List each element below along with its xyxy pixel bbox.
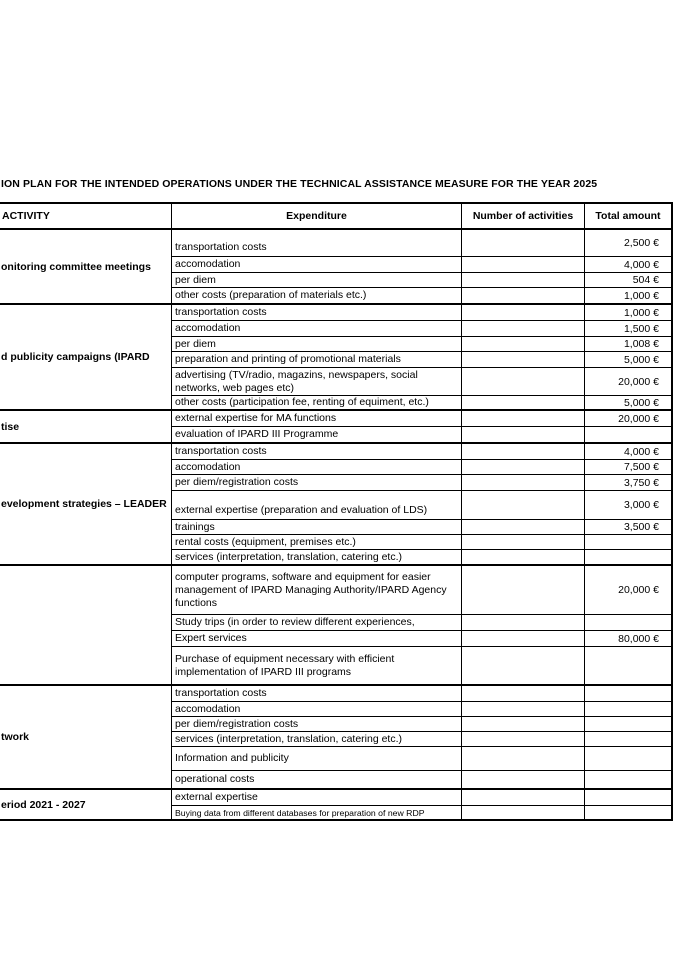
expenditure-cell: [172, 631, 462, 646]
total-amount-cell: [585, 288, 671, 303]
total-amount-cell-text: 504 €: [632, 274, 659, 286]
activity-group: [0, 442, 671, 564]
expenditure-cell: [172, 352, 462, 367]
expenditure-cell-text: transportation costs: [175, 241, 267, 253]
number-cell: [462, 771, 585, 788]
total-amount-cell: [585, 520, 671, 534]
total-amount-cell: [585, 460, 671, 474]
number-cell: [462, 615, 585, 630]
expenditure-cell-text: services (interpretation, translation, catering etc.): [175, 550, 403, 563]
activity-label: d publicity campaigns (IPARD: [0, 305, 172, 409]
expenditure-cell-text: transportation costs: [175, 445, 267, 457]
table-row: [172, 272, 671, 287]
total-amount-cell: [585, 747, 671, 770]
expenditure-cell: [172, 747, 462, 770]
total-amount-cell-text: 4,000 €: [623, 445, 659, 458]
expenditure-cell: [172, 771, 462, 788]
table-row: [172, 395, 671, 409]
expenditure-cell: [172, 427, 462, 442]
activity-label: eriod 2021 - 2027: [0, 790, 172, 819]
number-cell: [462, 444, 585, 459]
number-cell: [462, 396, 585, 409]
expenditure-cell: [172, 550, 462, 564]
total-amount-cell: [585, 647, 671, 684]
number-cell: [462, 732, 585, 746]
expenditure-cell-text: Expert services: [175, 632, 247, 644]
expenditure-cell-text: external expertise: [175, 791, 258, 803]
expenditure-cell: [172, 702, 462, 716]
expenditure-cell-text: Buying data from different databases for preparation of new RDP: [175, 807, 425, 818]
table-row: [172, 614, 671, 630]
expenditure-cell: [172, 460, 462, 474]
activity-group: [0, 303, 671, 409]
number-cell: [462, 352, 585, 367]
expenditure-cell-text: Study trips (in order to review different experiences,: [175, 616, 415, 628]
number-cell: [462, 321, 585, 336]
activity-label: evelopment strategies – LEADER: [0, 444, 172, 564]
table-row: [172, 790, 671, 805]
expenditure-table: [0, 202, 673, 821]
expenditure-cell-text: accomodation: [175, 258, 241, 270]
number-cell: [462, 535, 585, 549]
table-row: [172, 256, 671, 272]
number-cell: [462, 305, 585, 320]
total-amount-cell: [585, 566, 671, 614]
expenditure-cell: [172, 257, 462, 272]
total-amount-cell: [585, 305, 671, 320]
total-amount-cell-text: 3,500 €: [623, 521, 659, 533]
expenditure-cell-text: transportation costs: [175, 687, 267, 699]
number-cell: [462, 475, 585, 490]
expenditure-cell-text: advertising (TV/radio, magazins, newspapers, social networks, web pages etc): [175, 368, 418, 394]
total-amount-cell: [585, 444, 671, 459]
expenditure-cell: [172, 615, 462, 630]
number-cell: [462, 230, 585, 256]
table-row: [172, 549, 671, 564]
table-row: [172, 459, 671, 474]
total-amount-cell: [585, 230, 671, 256]
number-cell: [462, 411, 585, 426]
number-cell: [462, 790, 585, 805]
total-amount-cell: [585, 535, 671, 549]
total-amount-cell: [585, 491, 671, 519]
expenditure-cell: [172, 444, 462, 459]
expenditure-cell-text: per diem: [175, 273, 216, 286]
number-cell: [462, 806, 585, 819]
expenditure-cell: [172, 337, 462, 351]
expenditure-cell: [172, 491, 462, 519]
total-amount-cell: [585, 615, 671, 630]
table-row: [172, 731, 671, 746]
table-row: [172, 490, 671, 519]
table-row: [172, 305, 671, 320]
expenditure-cell: [172, 305, 462, 320]
expenditure-cell: [172, 686, 462, 701]
total-amount-cell-text: 1,008 €: [623, 338, 659, 350]
total-amount-cell: [585, 352, 671, 367]
table-row: [172, 686, 671, 701]
expenditure-cell-text: other costs (preparation of materials etc.): [175, 289, 367, 301]
expenditure-cell: [172, 396, 462, 409]
expenditure-cell: [172, 520, 462, 534]
expenditure-cell: [172, 475, 462, 490]
table-row: [172, 444, 671, 459]
total-amount-cell: [585, 321, 671, 336]
number-cell: [462, 273, 585, 287]
total-amount-cell: [585, 732, 671, 746]
total-amount-cell-text: 20,000 €: [618, 412, 659, 425]
expenditure-cell-text: evaluation of IPARD III Programme: [175, 428, 339, 440]
table-row: [172, 716, 671, 731]
expenditure-cell: [172, 230, 462, 256]
number-cell: [462, 427, 585, 442]
total-amount-cell-text: 5,000 €: [623, 396, 659, 409]
number-cell: [462, 702, 585, 716]
expenditure-cell: [172, 411, 462, 426]
total-amount-cell-text: 3,000 €: [623, 499, 659, 511]
activity-group: [0, 230, 671, 303]
total-amount-cell: [585, 396, 671, 409]
total-amount-cell: [585, 717, 671, 731]
total-amount-cell: [585, 257, 671, 272]
activity-label: onitoring committee meetings: [0, 230, 172, 303]
number-cell: [462, 747, 585, 770]
table-row: [172, 566, 671, 614]
table-row: [172, 770, 671, 788]
total-amount-cell: [585, 702, 671, 716]
total-amount-cell: [585, 337, 671, 351]
table-row: [172, 336, 671, 351]
expenditure-cell: [172, 717, 462, 731]
total-amount-cell: [585, 427, 671, 442]
page-title: ION PLAN FOR THE INTENDED OPERATIONS UNDER THE TECHNICAL ASSISTANCE MEASURE FOR THE YEAR 2025: [1, 178, 598, 190]
expenditure-cell-text: other costs (participation fee, renting of equiment, etc.): [175, 396, 429, 408]
table-row: [172, 474, 671, 490]
table-row: [172, 351, 671, 367]
expenditure-cell: [172, 288, 462, 303]
total-amount-cell-text: 1,000 €: [623, 306, 659, 319]
expenditure-cell: [172, 806, 462, 819]
table-row: [172, 287, 671, 303]
activity-group: [0, 564, 671, 684]
total-amount-cell-text: 2,500 €: [623, 237, 659, 249]
activity-label: twork: [0, 686, 172, 788]
number-cell: [462, 257, 585, 272]
expenditure-cell: [172, 535, 462, 549]
table-row: [172, 411, 671, 426]
table-row: [172, 534, 671, 549]
expenditure-cell-text: operational costs: [175, 773, 255, 785]
expenditure-cell-text: services (interpretation, translation, catering etc.): [175, 732, 403, 745]
expenditure-cell-text: external expertise (preparation and evaluation of LDS): [175, 504, 428, 516]
number-cell: [462, 631, 585, 646]
header-activity: ACTIVITY: [0, 204, 172, 228]
expenditure-cell-text: accomodation: [175, 322, 241, 334]
expenditure-cell: [172, 566, 462, 614]
table-row: [172, 426, 671, 442]
expenditure-cell: [172, 732, 462, 746]
expenditure-cell-text: per diem: [175, 337, 216, 350]
table-row: [172, 746, 671, 770]
expenditure-cell: [172, 321, 462, 336]
table-row: [172, 805, 671, 819]
total-amount-cell-text: 20,000 €: [618, 375, 659, 388]
expenditure-cell-text: Information and publicity: [175, 752, 289, 764]
expenditure-cell: [172, 273, 462, 287]
number-cell: [462, 566, 585, 614]
expenditure-cell-text: rental costs (equipment, premises etc.): [175, 535, 356, 548]
table-row: [172, 320, 671, 336]
expenditure-cell-text: transportation costs: [175, 306, 267, 318]
number-cell: [462, 717, 585, 731]
activity-label: tise: [0, 411, 172, 442]
total-amount-cell: [585, 411, 671, 426]
expenditure-cell-text: per diem/registration costs: [175, 476, 299, 488]
table-row: [172, 646, 671, 684]
expenditure-cell-text: preparation and printing of promotional materials: [175, 353, 401, 365]
expenditure-cell: [172, 790, 462, 805]
total-amount-cell: [585, 273, 671, 287]
number-cell: [462, 460, 585, 474]
number-cell: [462, 368, 585, 395]
total-amount-cell-text: 3,750 €: [623, 476, 659, 489]
number-cell: [462, 686, 585, 701]
table-header-row: [0, 204, 671, 230]
activity-group: [0, 409, 671, 442]
total-amount-cell: [585, 550, 671, 564]
table-row: [172, 367, 671, 395]
total-amount-cell: [585, 686, 671, 701]
number-cell: [462, 491, 585, 519]
table-row: [172, 630, 671, 646]
total-amount-cell-text: 20,000 €: [618, 584, 659, 596]
expenditure-cell-text: external expertise for MA functions: [175, 412, 337, 424]
total-amount-cell-text: 4,000 €: [623, 258, 659, 271]
number-cell: [462, 288, 585, 303]
expenditure-cell-text: trainings: [175, 520, 215, 533]
total-amount-cell-text: 5,000 €: [623, 353, 659, 366]
table-groups: [0, 230, 671, 819]
number-cell: [462, 337, 585, 351]
total-amount-cell: [585, 475, 671, 490]
header-number-of-activities: Number of activities: [462, 204, 585, 228]
expenditure-cell-text: accomodation: [175, 460, 241, 473]
table-row: [172, 230, 671, 256]
expenditure-cell-text: accomodation: [175, 702, 241, 715]
total-amount-cell: [585, 771, 671, 788]
total-amount-cell: [585, 806, 671, 819]
expenditure-cell: [172, 647, 462, 684]
table-row: [172, 701, 671, 716]
expenditure-cell-text: Purchase of equipment necessary with efficient implementation of IPARD III programs: [175, 652, 395, 678]
total-amount-cell-text: 7,500 €: [623, 461, 659, 473]
total-amount-cell: [585, 790, 671, 805]
expenditure-cell-text: computer programs, software and equipment for easier management of IPARD Managing Authority/IPARD Agency functions: [175, 570, 447, 609]
number-cell: [462, 647, 585, 684]
total-amount-cell: [585, 368, 671, 395]
number-cell: [462, 520, 585, 534]
header-total-amount: Total amount: [595, 210, 661, 222]
header-expenditure: Expenditure: [172, 204, 462, 228]
expenditure-cell-text: per diem/registration costs: [175, 717, 299, 730]
table-row: [172, 519, 671, 534]
activity-group: [0, 788, 671, 819]
total-amount-cell-text: 1,000 €: [623, 289, 659, 302]
activity-label: [0, 566, 172, 684]
number-cell: [462, 550, 585, 564]
total-amount-cell: [585, 631, 671, 646]
expenditure-cell: [172, 368, 462, 395]
total-amount-cell-text: 1,500 €: [623, 322, 659, 335]
total-amount-cell-text: 80,000 €: [618, 632, 659, 645]
activity-group: [0, 684, 671, 788]
